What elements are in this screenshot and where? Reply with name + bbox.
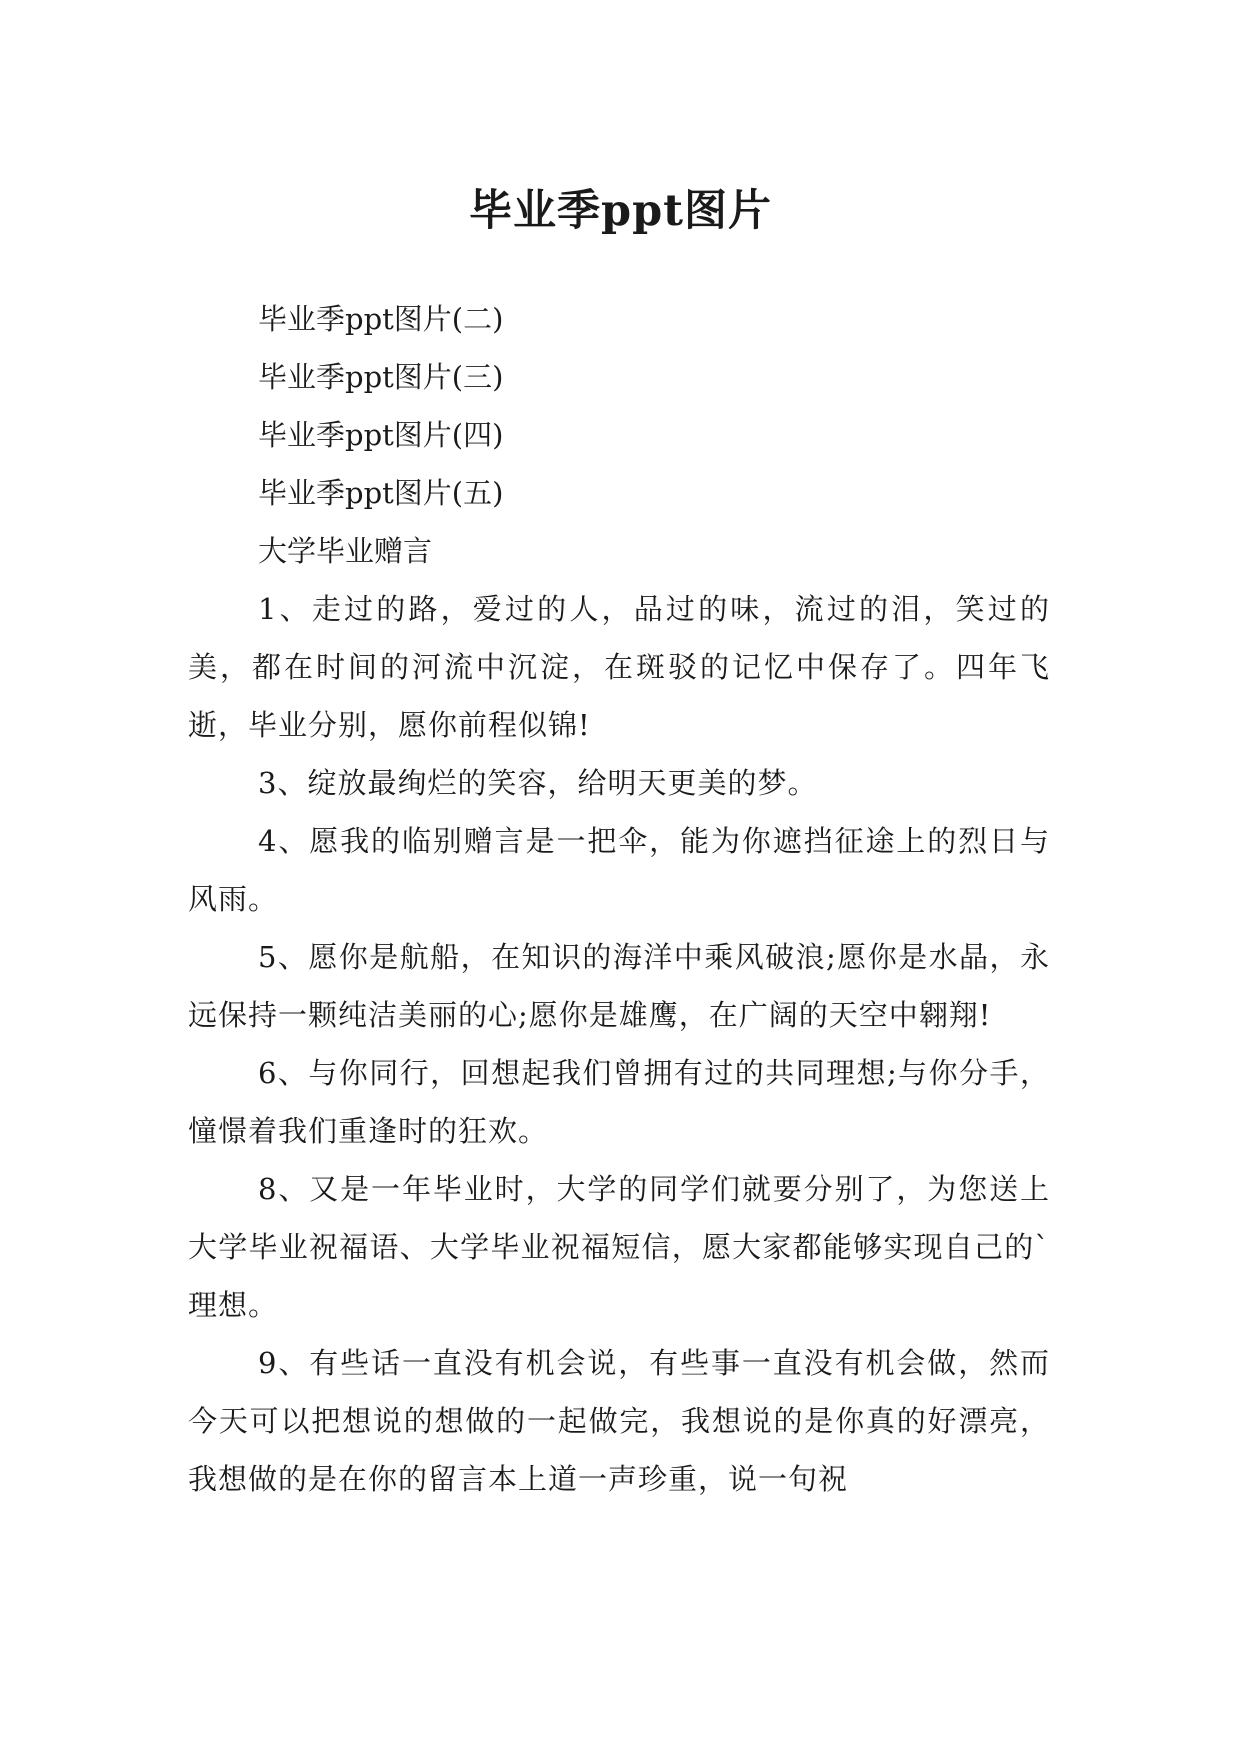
paragraph: 3、绽放最绚烂的笑容，给明天更美的梦。 [258,766,818,800]
section-heading: 大学毕业赠言 [258,534,433,568]
related-link[interactable]: 毕业季ppt图片(四) [258,418,504,452]
related-link[interactable]: 毕业季ppt图片(五) [258,476,504,510]
paragraph: 5、愿你是航船，在知识的海洋中乘风破浪;愿你是水晶，永远保持一颗纯洁美丽的心;愿你是雄鹰，在广阔的天空中翱翔! [188,940,1050,1032]
paragraph: 9、有些话一直没有机会说，有些事一直没有机会做，然而今天可以把想说的想做的一起做完，我想说的是你真的好漂亮，我想做的是在你的留言本上道一声珍重，说一句祝 [188,1346,1050,1496]
paragraph: 1、走过的路，爱过的人，品过的味，流过的泪，笑过的美，都在时间的河流中沉淀，在斑驳的记忆中保存了。四年飞逝，毕业分别，愿你前程似锦! [188,592,1050,742]
paragraph: 8、又是一年毕业时，大学的同学们就要分别了，为您送上大学毕业祝福语、大学毕业祝福短信，愿大家都能够实现自己的`理想。 [188,1172,1050,1322]
page-title: 毕业季ppt图片 [469,185,772,236]
paragraph: 4、愿我的临别赠言是一把伞，能为你遮挡征途上的烈日与风雨。 [188,824,1050,916]
related-link[interactable]: 毕业季ppt图片(二) [258,302,504,336]
related-link[interactable]: 毕业季ppt图片(三) [258,360,504,394]
paragraph: 6、与你同行，回想起我们曾拥有过的共同理想;与你分手，憧憬着我们重逢时的狂欢。 [188,1056,1050,1148]
document-body [188,290,1050,1508]
